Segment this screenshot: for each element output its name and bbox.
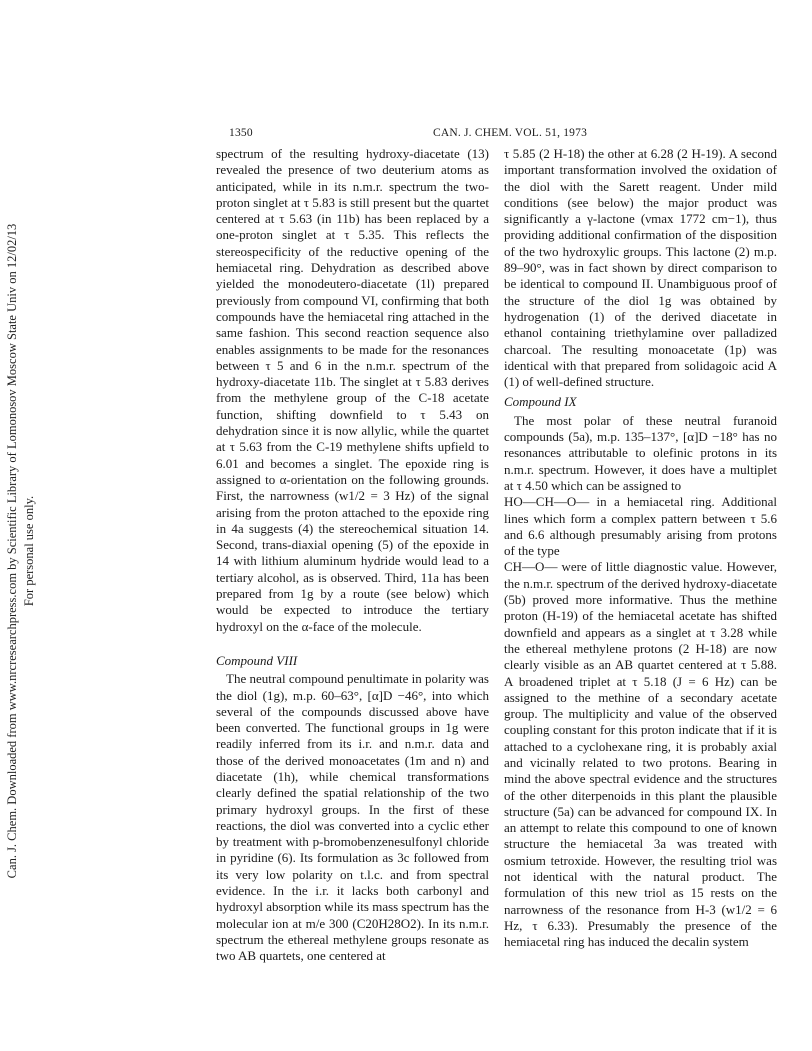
left-column bbox=[216, 146, 489, 965]
download-watermark bbox=[4, 51, 38, 1051]
right-column bbox=[504, 146, 777, 951]
page-number: 1350 bbox=[229, 127, 253, 139]
paragraph: The neutral compound penultimate in polarity was the diol (1g), m.p. 60–63°, [α]D −46°, into which several of the compounds discussed above have been converted. The functional groups in 1g were readily inferred from its i.r. and n.m.r. data and those of the derived monoacetates (1m and n) and diacetate (1h), while chemical transformations clearly defined the spatial relationship of the two primary hydroxyl groups. In the first of these reactions, the diol was converted into a cyclic ether by treatment with p-bromobenzenesulfonyl chloride in pyridine (6). Its formulation as 3c followed from its very low polarity on t.l.c. and from spectral evidence. In the i.r. it lacks both carbonyl and hydroxyl absorption while its mass spectrum has the molecular ion at m/e 300 (C20H28O2). In its n.m.r. spectrum the ethereal methylene groups resonate as two AB quartets, one centered at bbox=[216, 671, 489, 964]
download-line: Can. J. Chem. Downloaded from www.nrcresearchpress.com by Scientific Library of Lomonosov Moscow State Univ on 12/02/13 bbox=[5, 223, 19, 879]
paragraph: CH—O— were of little diagnostic value. However, the n.m.r. spectrum of the derived hydroxy-diacetate (5b) proved more informative. Thus the methine proton (H-19) of the hemiacetal acetate has shifted downfield and appears as a singlet at τ 3.28 while the ethereal methylene protons (2 H-18) are now clearly visible as an AB quartet centered at τ 5.88. A broadened triplet at τ 5.18 (J = 6 Hz) can be assigned to the methine of a secondary acetate group. The multiplicity and value of the observed coupling constant for this proton indicate that if it is attached to a cyclohexane ring, it is probably axial and vicinally related to two protons. Bearing in mind the above spectral evidence and the structures of the other diterpenoids in this plant the plausible structure (5a) can be advanced for compound IX. In an attempt to relate this compound to one of known structure the hemiacetal 3a was treated with osmium tetroxide. However, the resulting triol was not identical with the natural product. The formulation of this new triol as 15 rests on the narrowness of the resonance from H-3 (w1/2 = 6 Hz, τ 6.33). Presumably the presence of the hemiacetal ring has induced the decalin system bbox=[504, 559, 777, 950]
paragraph: HO—CH—O— in a hemiacetal ring. Additional lines which form a complex pattern between τ 5.6 and 6.6 although presumably arising from protons of the type bbox=[504, 494, 777, 559]
section-heading: Compound IX bbox=[504, 394, 577, 410]
paragraph: spectrum of the resulting hydroxy-diacetate (13) revealed the presence of two deuterium atoms as anticipated, while in its n.m.r. spectrum the two-proton singlet at τ 5.83 is still present but the quartet centered at τ 5.63 (in 11b) has been replaced by a one-proton singlet at τ 5.35. This reflects the stereospecificity of the reductive opening of the hemiacetal ring. Dehydration as described above yielded the monodeutero-diacetate (1l) prepared previously from compound VI, confirming that both compounds have the hemiacetal ring attached in the same fashion. This second reaction sequence also enables assignments to be made for the resonances between τ 5 and 6 in the n.m.r. spectrum of the hydroxy-diacetate 11b. The singlet at τ 5.83 derives from the methylene group of the C-18 acetate function, shifting downfield to τ 5.43 on dehydration since it is now allylic, while the quartet at τ 5.63 from the C-19 methylene shifts upfield to 6.01 and becomes a singlet. The epoxide ring is assigned to α-orientation on the following grounds. First, the narrowness (w1/2 = 3 Hz) of the signal arising from the proton attached to the epoxide ring in 4a suggests (4) the stereochemical situation 14. Second, trans-diaxial opening (5) of the epoxide in 14 with lithium aluminum hydride would lead to a tertiary alcohol, as is observed. Third, 11a has been prepared from 1g by a route (see below) which would be expected to introduce the tertiary hydroxyl on the α-face of the molecule. bbox=[216, 146, 489, 634]
paragraph: The most polar of these neutral furanoid compounds (5a), m.p. 135–137°, [α]D −18° has no resonances attributable to olefinic protons in its n.m.r. spectrum. However, it does have a multiplet at τ 4.50 which can be assigned to bbox=[504, 412, 777, 493]
section-heading: Compound VIII bbox=[216, 652, 298, 668]
paragraph: τ 5.85 (2 H-18) the other at 6.28 (2 H-19). A second important transformation involved the oxidation of the diol with the Sarett reagent. Under mild conditions (see below) the major product was significantly a γ-lactone (νmax 1772 cm−1), thus providing additional confirmation of the disposition of the two hydroxylic groups. This lactone (2) m.p. 89–90°, was in fact shown by direct comparison to be identical to compound II. Unambiguous proof of the structure of the diol 1g was obtained by hydrogenation (1) of the derived diacetate in ethanol containing triethylamine over palladized charcoal. The resulting monoacetate (1p) was identical with that prepared from solidagoic acid A (1) of well-defined structure. bbox=[504, 146, 777, 390]
personal-use-line: For personal use only. bbox=[22, 495, 36, 607]
running-head: CAN. J. CHEM. VOL. 51, 1973 bbox=[432, 127, 588, 139]
